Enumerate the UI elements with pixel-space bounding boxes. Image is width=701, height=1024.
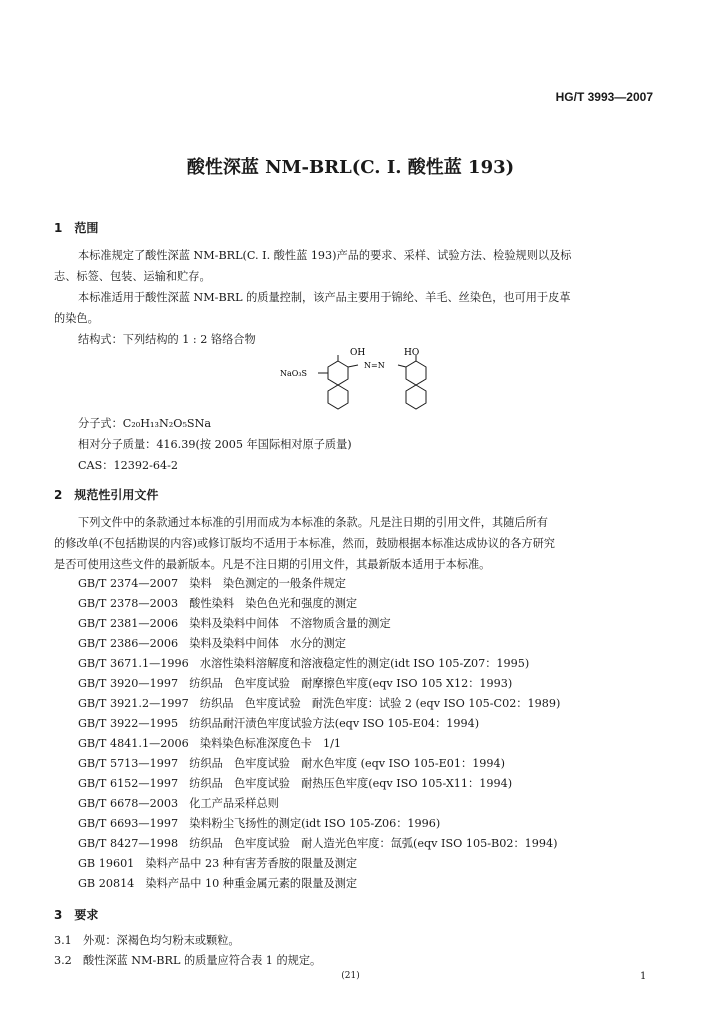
paragraph-line: 的染色。 [54,312,99,325]
paragraph-line: 的修改单(不包括勘误的内容)或修订版均不适用于本标准，然而，鼓励根据本标准达成协议的各方研究 [54,537,555,550]
structure-label-ho: HO [404,348,420,358]
reference-item: GB/T 4841.1—2006 染料染色标准深度色卡 1/1 [78,737,342,750]
reference-item: GB/T 6678—2003 化工产品采样总则 [78,797,279,810]
paragraph-line: 本标准适用于酸性深蓝 NM-BRL 的质量控制，该产品主要用于锦纶、羊毛、丝染色，也可用于皮革 [78,291,571,304]
paragraph-line: 志、标签、包装、运输和贮存。 [54,270,211,283]
property-line: CAS：12392-64-2 [78,459,178,472]
page-mark: 1 [640,971,647,982]
reference-item: GB/T 5713—1997 纺织品 色牢度试验 耐水色牢度 (eqv ISO 105-E01：1994) [78,757,506,770]
section-heading-scope: 1 范围 [54,221,99,235]
reference-item: GB/T 3922—1995 纺织品耐汗渍色牢度试验方法(eqv ISO 105-E04：1994) [78,717,480,730]
structure-label-oh: OH [350,348,366,358]
property-line: 分子式：C₂₀H₁₃N₂O₅SNa [78,417,212,430]
reference-item: GB/T 8427—1998 纺织品 色牢度试验 耐人造光色牢度：氙弧(eqv ISO 105-B02：1994) [78,837,558,850]
page-title: 酸性深蓝 NM-BRL(C. I. 酸性蓝 193) [186,157,515,178]
paragraph-line: 是否可使用这些文件的最新版本。凡是不注日期的引用文件，其最新版本适用于本标准。 [54,558,491,571]
reference-item: GB/T 3921.2—1997 纺织品 色牢度试验 耐洗色牢度：试验 2 (eqv ISO 105-C02：1989) [78,697,561,710]
reference-item: GB/T 2386—2006 染料及染料中间体 水分的测定 [78,637,346,650]
paragraph-line: 下列文件中的条款通过本标准的引用而成为本标准的条款。凡是注日期的引用文件，其随后所有 [78,516,548,529]
standard-code: HG/T 3993—2007 [555,90,653,104]
reference-item: GB/T 6152—1997 纺织品 色牢度试验 耐热压色牢度(eqv ISO 105-X11：1994) [78,777,513,790]
requirement-item: 3.2 酸性深蓝 NM-BRL 的质量应符合表 1 的规定。 [54,954,322,967]
reference-item: GB 20814 染料产品中 10 种重金属元素的限量及测定 [78,877,358,890]
requirement-item: 3.1 外观：深褐色均匀粉末或颗粒。 [54,934,240,947]
structural-formula [276,343,446,413]
reference-item: GB/T 3671.1—1996 水溶性染料溶解度和溶液稳定性的测定(idt ISO 105-Z07：1995) [78,657,530,670]
reference-item: GB 19601 染料产品中 23 种有害芳香胺的限量及测定 [78,857,358,870]
structure-label-sulfonate: NaO₃S [280,369,308,378]
reference-item: GB/T 2374—2007 染料 染色测定的一般条件规定 [78,577,346,590]
property-line: 相对分子质量：416.39(按 2005 年国际相对原子质量) [78,438,352,451]
reference-item: GB/T 2381—2006 染料及染料中间体 不溶物质含量的测定 [78,617,391,630]
section-heading-requirements: 3 要求 [54,908,99,922]
paragraph-line: 本标准规定了酸性深蓝 NM-BRL(C. I. 酸性蓝 193)产品的要求、采样、试验方法、检验规则以及标 [78,249,572,262]
reference-item: GB/T 2378—2003 酸性染料 染色色光和强度的测定 [78,597,358,610]
reference-item: GB/T 6693—1997 染料粉尘飞扬性的测定(idt ISO 105-Z06：1996) [78,817,441,830]
page-number: (21) [341,971,360,981]
section-heading-references: 2 规范性引用文件 [54,488,159,502]
structure-label-azo: N=N [364,361,385,370]
paragraph-line: 结构式：下列结构的 1 : 2 铬络合物 [78,333,256,346]
reference-item: GB/T 3920—1997 纺织品 色牢度试验 耐摩擦色牢度(eqv ISO 105 X12：1993) [78,677,513,690]
